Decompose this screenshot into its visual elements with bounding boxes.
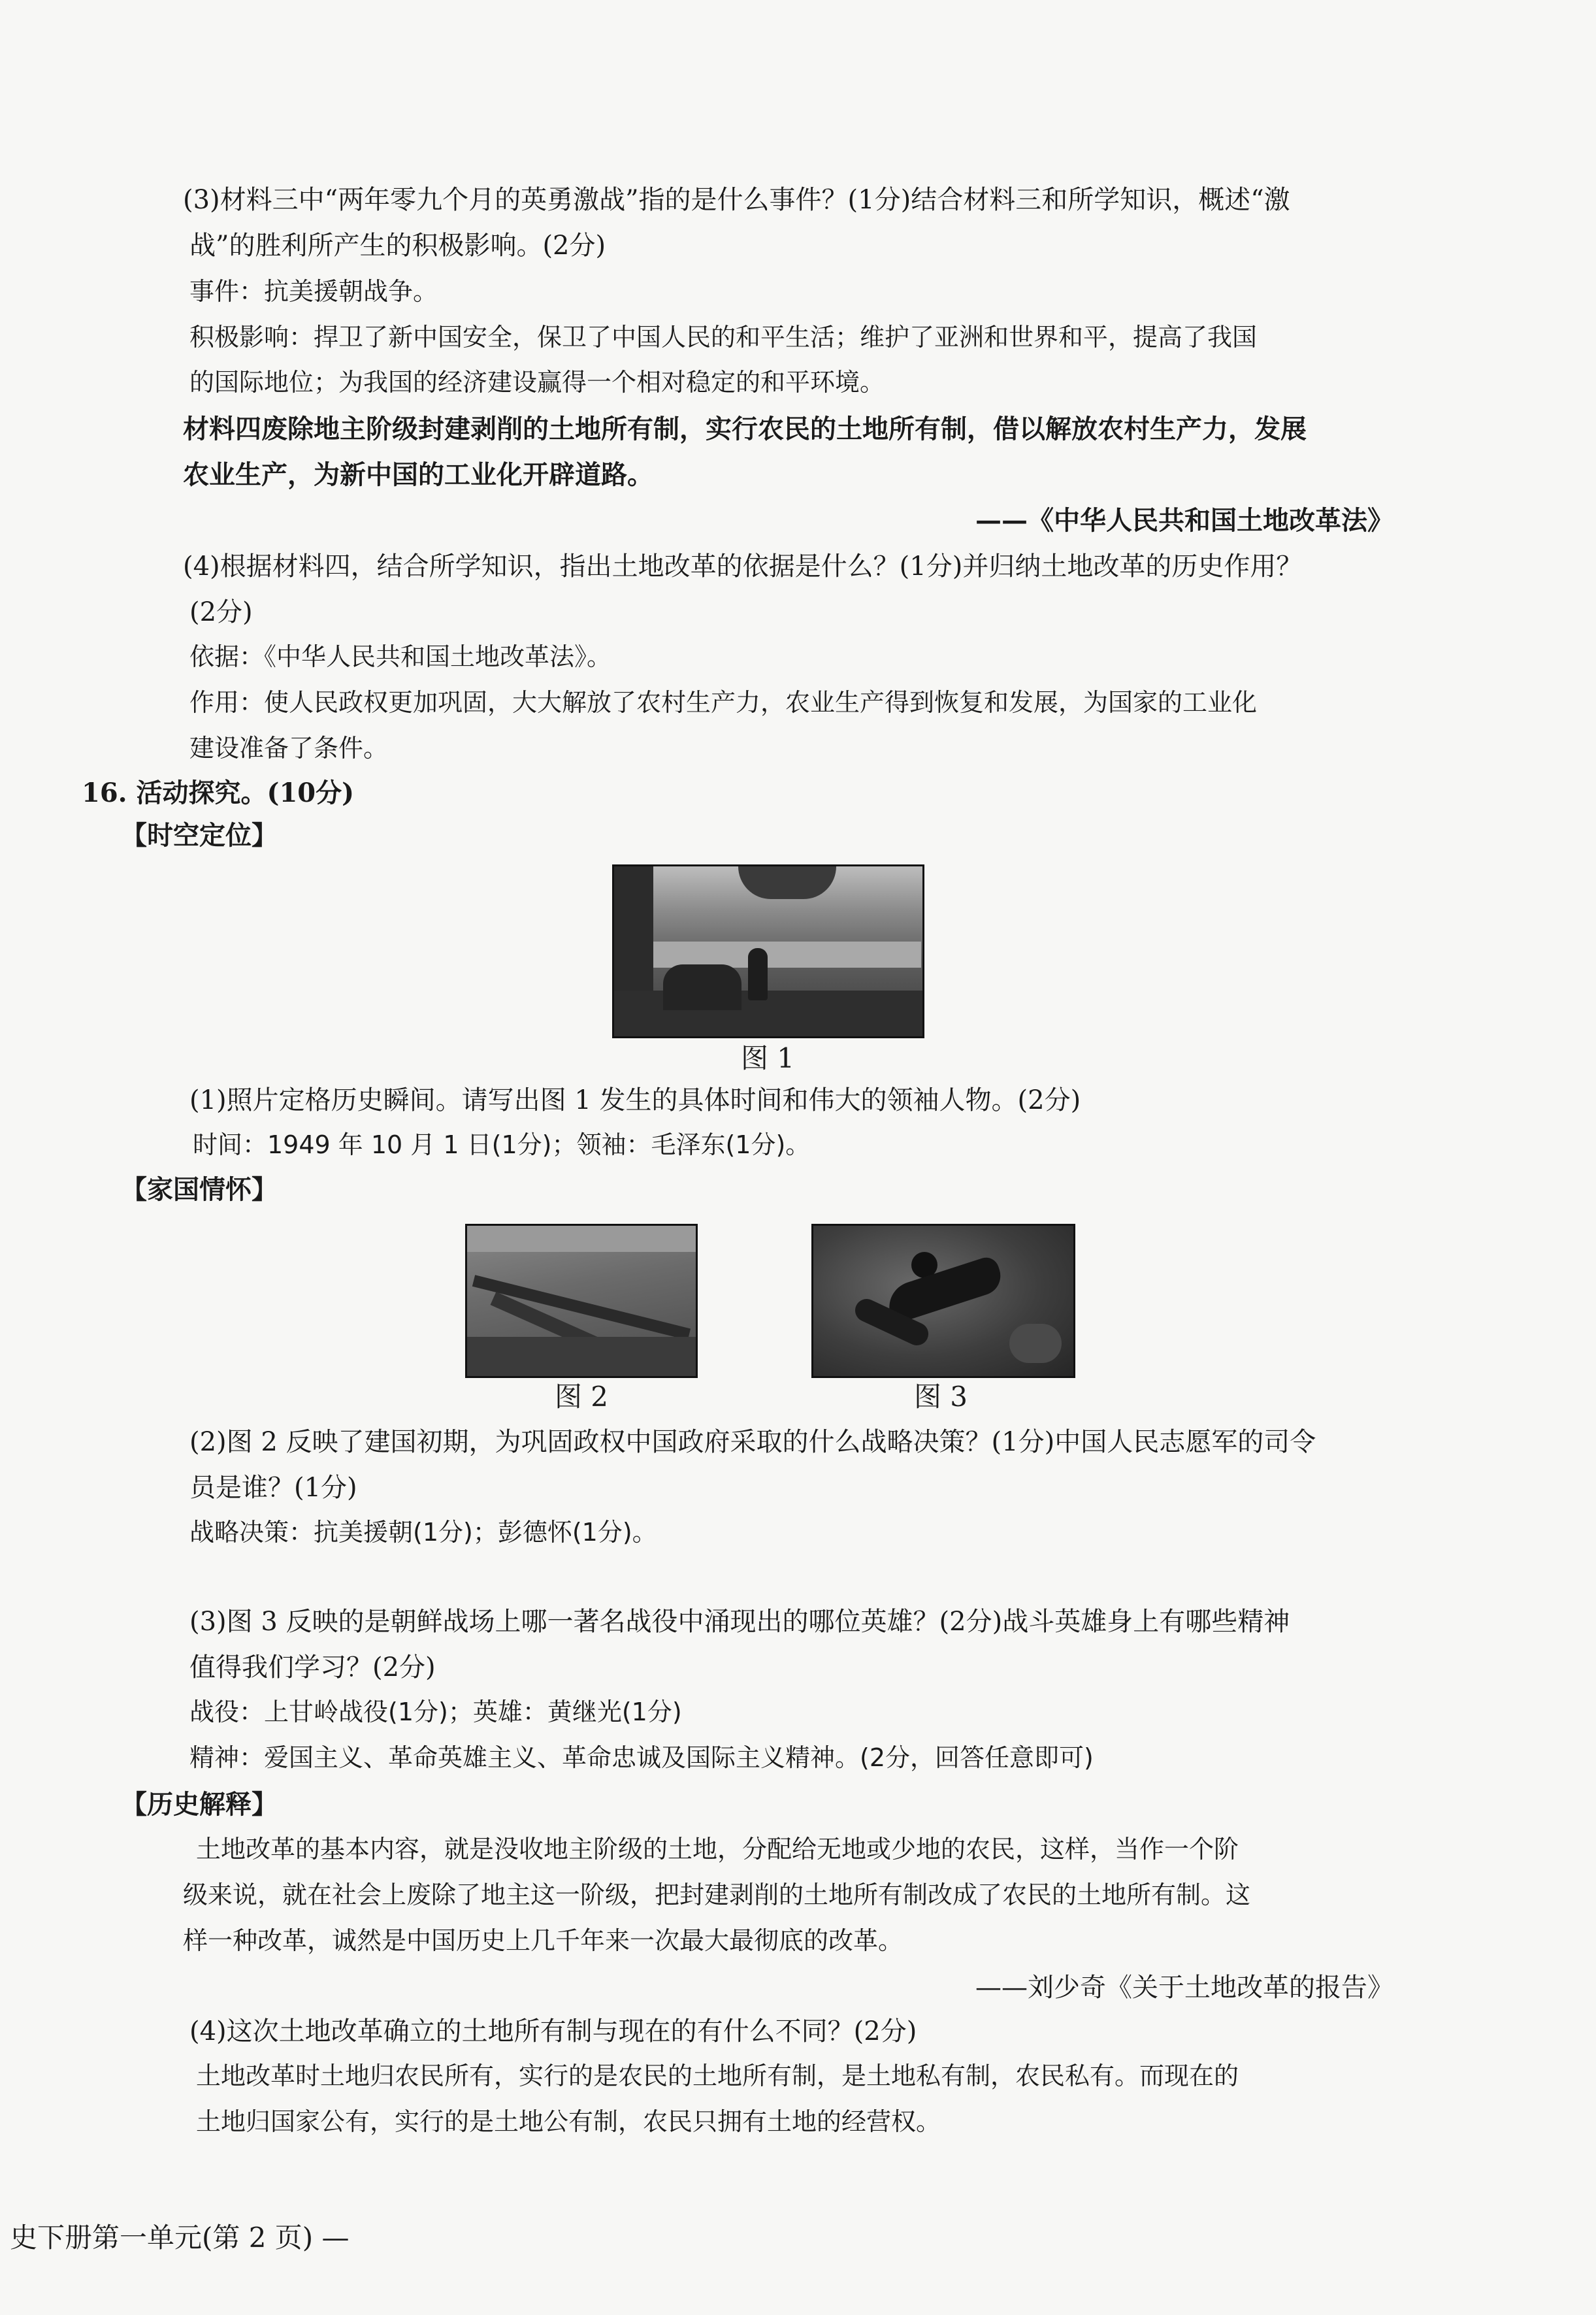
q15-3-answer-effect-2: 的国际地位；为我国的经济建设赢得一个相对稳定的和平环境。	[189, 368, 885, 397]
q16-title: 16. 活动探究。(10分)	[82, 778, 355, 808]
q16-2-line2: 员是谁？(1分)	[189, 1473, 357, 1503]
q15-4-line1: (4)根据材料四，结合所学知识，指出土地改革的依据是什么？(1分)并归纳土地改革的历史作用？	[183, 551, 1303, 582]
quote-line-2: 级来说，就在社会上废除了地主这一阶级，把封建剥削的土地所有制改成了农民的土地所有制。这	[183, 1880, 1251, 1909]
q15-4-answer-basis: 依据：《中华人民共和国土地改革法》。	[189, 642, 612, 671]
q16-4-answer-line-2: 土地归国家公有，实行的是土地公有制，农民只拥有土地的经营权。	[196, 2107, 941, 2136]
q16-3-line2: 值得我们学习？(2分)	[189, 1652, 436, 1683]
q15-3-answer-event: 事件：抗美援朝战争。	[189, 277, 438, 306]
material4-label: 材料四	[183, 414, 261, 444]
q15-4-answer-role-1: 作用：使人民政权更加巩固，大大解放了农村生产力，农业生产得到恢复和发展，为国家的工业化	[189, 688, 1258, 717]
q15-3-line2: 战”的胜利所产生的积极影响。(2分)	[189, 231, 606, 261]
figure-2-crossing-river-photo	[465, 1224, 698, 1378]
section-historical-interpretation: 【历史解释】	[121, 1789, 278, 1820]
material4-line1: 废除地主阶级封建剥削的土地所有制，实行农民的土地所有制，借以解放农村生产力，发展	[261, 414, 1307, 444]
q15-3-answer-effect-1: 积极影响：捍卫了新中国安全，保卫了中国人民的和平生活；维护了亚洲和世界和平，提高了我国	[189, 323, 1258, 352]
material4-source: ——《中华人民共和国土地改革法》	[975, 505, 1393, 536]
q16-4-question: (4)这次土地改革确立的土地所有制与现在的有什么不同？(2分)	[189, 2016, 917, 2046]
figure-2-caption: 图 2	[554, 1381, 609, 1413]
section-space-time: 【时空定位】	[121, 820, 278, 851]
quote-source: ——刘少奇《关于土地改革的报告》	[975, 1973, 1393, 2003]
material4-line2: 农业生产，为新中国的工业化开辟道路。	[183, 459, 653, 490]
quote-line-3: 样一种改革，诚然是中国历史上几千年来一次最大最彻底的改革。	[183, 1926, 904, 1955]
q16-1-answer: 时间：1949 年 10 月 1 日(1分)；领袖：毛泽东(1分)。	[193, 1130, 811, 1159]
section-patriotism: 【家国情怀】	[121, 1174, 278, 1205]
q15-4-answer-role-2: 建设准备了条件。	[189, 734, 389, 763]
q15-3-line1: (3)材料三中“两年零九个月的英勇激战”指的是什么事件？(1分)结合材料三和所学知识，概述“激	[183, 185, 1290, 215]
figure-3-hero-painting	[811, 1224, 1075, 1378]
q15-4-line2: (2分)	[189, 597, 253, 627]
q16-4-answer-line-1: 土地改革时土地归农民所有，实行的是农民的土地所有制，是土地私有制，农民私有。而现在的	[196, 2061, 1239, 2090]
page-footer: 史下册第一单元(第 2 页) —	[10, 2222, 350, 2254]
figure-1-caption: 图 1	[740, 1042, 795, 1074]
q16-3-line1: (3)图 3 反映的是朝鲜战场上哪一著名战役中涌现出的哪位英雄？(2分)战斗英雄身上有哪些精神	[189, 1607, 1290, 1637]
figure-3-caption: 图 3	[913, 1381, 968, 1413]
q16-3-answer-battle: 战役：上甘岭战役(1分)；英雄：黄继光(1分)	[189, 1698, 682, 1726]
quote-line-1: 土地改革的基本内容，就是没收地主阶级的土地，分配给无地或少地的农民，这样，当作一个阶	[196, 1835, 1239, 1863]
q16-3-answer-spirit: 精神：爱国主义、革命英雄主义、革命忠诚及国际主义精神。(2分，回答任意即可)	[189, 1743, 1094, 1772]
q16-2-answer: 战略决策：抗美援朝(1分)；彭德怀(1分)。	[189, 1518, 657, 1547]
q16-2-line1: (2)图 2 反映了建国初期，为巩固政权中国政府采取的什么战略决策？(1分)中国人民志愿军的司令	[189, 1427, 1316, 1457]
q16-1-question: (1)照片定格历史瞬间。请写出图 1 发生的具体时间和伟大的领袖人物。(2分)	[189, 1085, 1081, 1115]
figure-1-founding-ceremony-photo	[612, 864, 924, 1038]
